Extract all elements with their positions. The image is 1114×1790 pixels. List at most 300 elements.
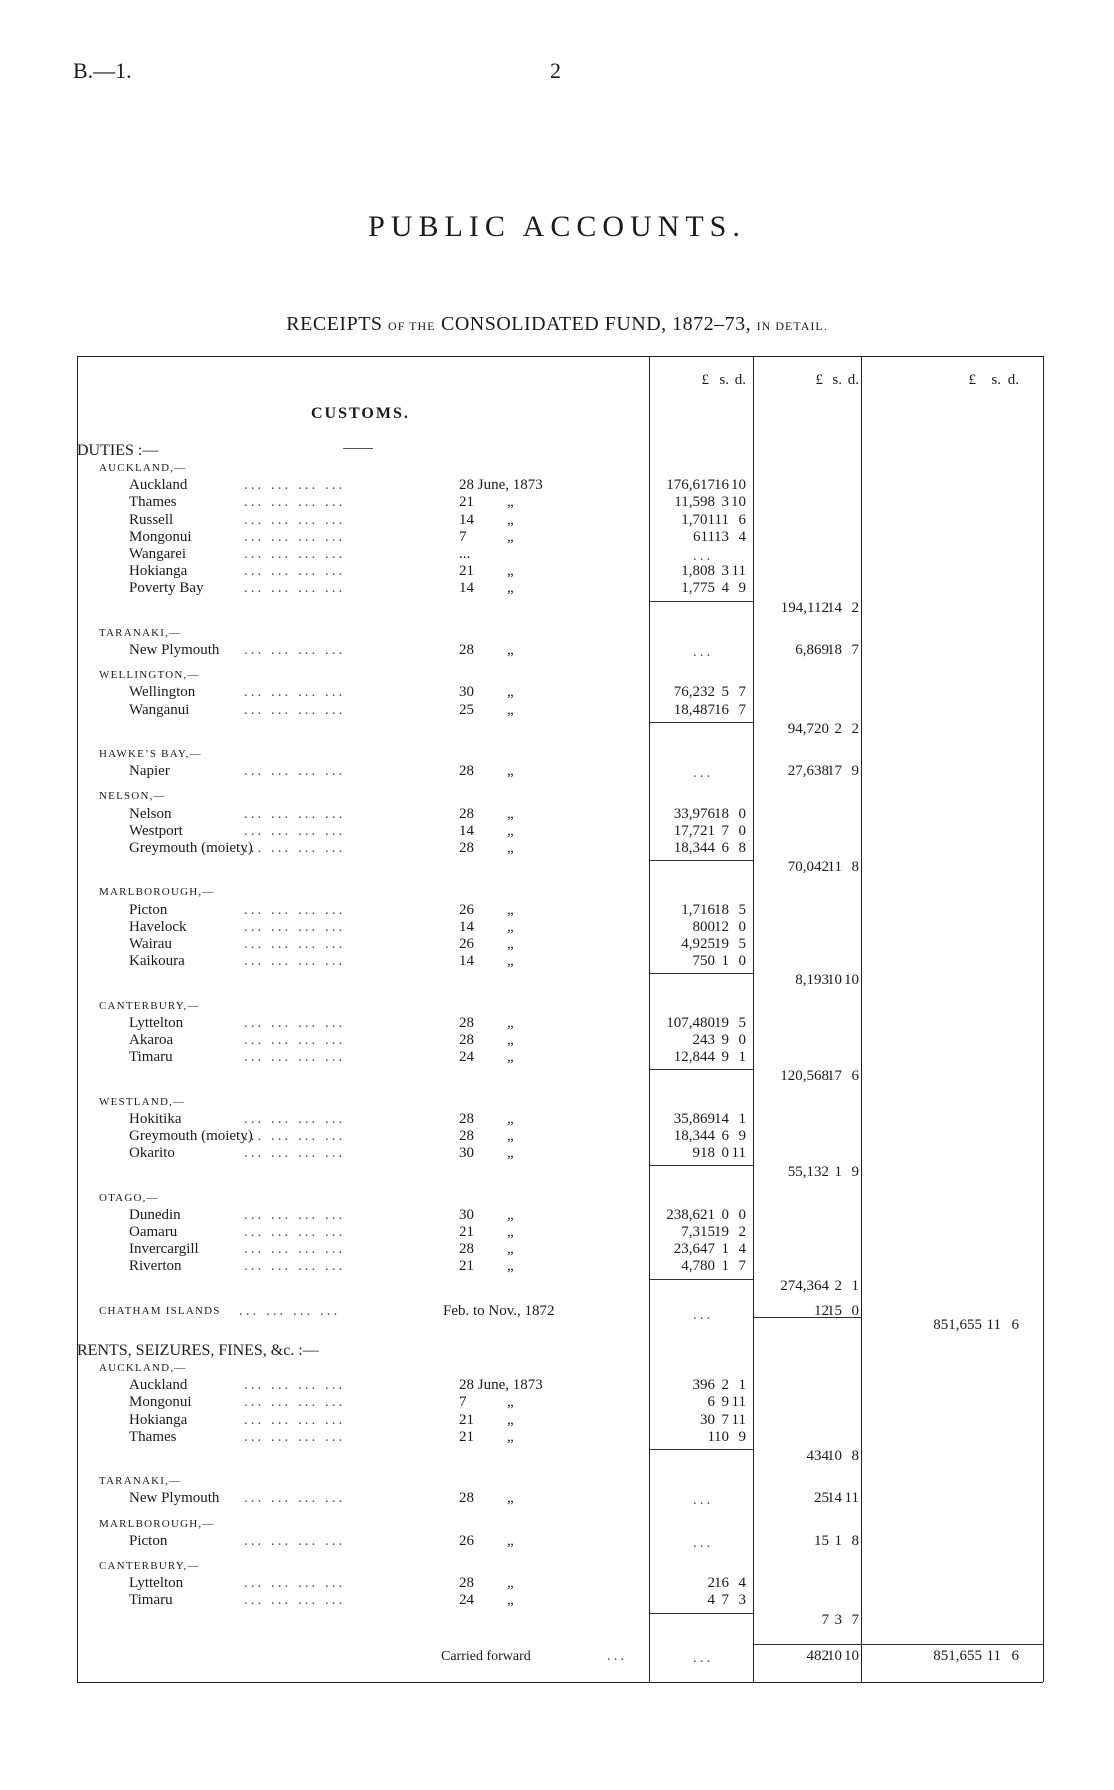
line-amount-pounds: 12,844 [673, 1049, 715, 1066]
table-bottom-rule [77, 1682, 1043, 1683]
line-amount-pounds: 6 [707, 1394, 715, 1411]
leader-dots: ... ... ... ... [244, 1032, 346, 1048]
subtotal-amount-pounds: 70,042 [787, 859, 829, 876]
section-heading-customs: CUSTOMS. [311, 405, 410, 422]
empty-amount-dots: ... [693, 548, 714, 564]
line-amount-pounds: 243 [692, 1032, 715, 1048]
subtotal-amount-pounds: 12 [814, 1302, 829, 1319]
receipt-date: ... [457, 546, 474, 563]
subtitle-part: RECEIPTS [286, 313, 383, 335]
pence-header: d. [847, 372, 859, 388]
line-amount-pence: 10 [731, 477, 746, 494]
line-amount-shillings: 18 [714, 901, 729, 918]
station-name: Lyttelton [129, 1014, 184, 1031]
line-amount-pence: 0 [738, 1206, 746, 1223]
subtotal-amount-pounds: 6,869 [795, 642, 829, 658]
receipt-date: 21 [457, 494, 478, 511]
line-amount-pounds: 30 [700, 1411, 715, 1428]
region-heading: NELSON,— [99, 790, 166, 803]
line-amount-pounds: 800 [692, 918, 715, 935]
ditto-mark: „ [507, 936, 514, 952]
receipt-date: 28 [457, 1575, 478, 1592]
station-name: Timaru [129, 1049, 173, 1066]
subtotal-amount-pounds: 434 [806, 1448, 829, 1464]
ditto-mark: „ [507, 901, 514, 918]
subtotal-amount-shillings: 2 [834, 1277, 842, 1294]
pounds-header: £ [968, 372, 976, 388]
pence-header: d. [1007, 372, 1019, 388]
subtotal-rule [649, 1279, 753, 1280]
subtotal-amount-pence: 7 [851, 1611, 859, 1628]
section-total-amount-pence: 6 [1011, 1316, 1019, 1333]
line-amount-shillings: 7 [721, 1592, 729, 1609]
line-amount-shillings: 18 [714, 805, 729, 822]
empty-amount-dots: ... [693, 1534, 714, 1551]
leader-dots: ... ... ... ... [244, 1224, 346, 1240]
line-amount-pence: 2 [738, 1224, 746, 1240]
station-name: New Plymouth [129, 1490, 220, 1507]
leader-dots: ... ... ... ... [244, 511, 346, 528]
ditto-mark: „ [507, 1110, 514, 1127]
ditto-mark: „ [507, 1049, 514, 1066]
empty-amount-dots: ... [693, 644, 714, 660]
line-amount-shillings: 14 [714, 1110, 729, 1127]
region-heading: MARLBOROUGH,— [99, 1517, 215, 1530]
subtotal-amount-shillings: 10 [827, 1448, 842, 1464]
leader-dots: ... ... ... ... [244, 1258, 346, 1275]
shillings-header: s. [991, 372, 1001, 388]
carried-forward-subtotal-pence: 10 [844, 1648, 859, 1664]
ditto-mark: „ [507, 763, 514, 780]
subtotal-amount-pounds: 7 [821, 1611, 829, 1628]
line-amount-shillings: 19 [714, 936, 729, 952]
receipt-date: 21 [457, 1429, 478, 1446]
ditto-mark: „ [507, 642, 514, 658]
region-heading: HAWKE’S BAY,— [99, 748, 202, 760]
station-name: Havelock [129, 918, 187, 935]
leader-dots: ... ... ... ... [244, 528, 346, 545]
receipt-date: 21 [457, 1258, 478, 1275]
receipt-date: 26 [457, 902, 478, 919]
receipt-date-range: Feb. to Nov., 1872 [443, 1302, 555, 1319]
subtotal-amount-pence: 0 [851, 1302, 859, 1319]
subtotal-amount-shillings: 2 [834, 720, 842, 737]
receipt-date: 24 [457, 1592, 478, 1609]
subtotal-amount-shillings: 3 [834, 1611, 842, 1628]
document-reference: B.—1. [73, 58, 132, 83]
line-amount-pounds: 35,869 [673, 1110, 715, 1127]
station-name: Hokianga [129, 1411, 188, 1428]
leader-dots: ... ... ... ... [244, 684, 346, 701]
station-name: Thames [129, 1428, 177, 1445]
line-amount-pounds: 4 [707, 1592, 715, 1609]
region-heading: CANTERBURY,— [99, 999, 200, 1012]
subtotal-amount-pounds: 94,720 [787, 720, 829, 737]
carried-forward-subtotal-shillings: 10 [827, 1648, 842, 1664]
line-amount-pounds: 33,976 [673, 805, 715, 822]
leader-dots: ... ... ... ... [244, 805, 346, 822]
line-amount-pounds: 17,721 [673, 822, 715, 839]
line-amount-shillings: 5 [721, 684, 729, 701]
line-amount-pounds: 76,232 [673, 684, 715, 701]
line-amount-pounds: 1,808 [681, 563, 715, 580]
subtotal-amount-shillings: 17 [827, 1068, 842, 1085]
column-divider [753, 356, 754, 1682]
receipt-date: 28 [457, 1241, 478, 1258]
ditto-mark: „ [507, 918, 514, 935]
ditto-mark: „ [507, 701, 514, 718]
subtotal-rule [649, 722, 753, 723]
subtotal-amount-pounds: 8,193 [795, 972, 829, 989]
leader-dots: ... ... ... ... [244, 580, 346, 597]
line-amount-pence: 5 [738, 901, 746, 918]
line-amount-pence: 4 [738, 1575, 746, 1592]
subtotal-amount-pounds: 25 [814, 1490, 829, 1507]
ditto-mark: „ [507, 1490, 514, 1507]
leader-dots: ... ... ... ... [244, 494, 346, 511]
line-amount-pence: 11 [731, 1411, 746, 1428]
line-amount-pence: 9 [738, 1428, 746, 1445]
line-amount-pounds: 1,701 [681, 511, 715, 528]
ditto-mark: „ [507, 1532, 514, 1549]
station-name: Wellington [129, 684, 196, 701]
ditto-mark: „ [507, 1394, 514, 1411]
leader-dots: ... ... ... ... [244, 901, 346, 918]
leader-dots: ... ... ... ... [244, 477, 346, 494]
station-name: New Plymouth [129, 642, 220, 658]
leader-dots: ... ... ... ... [244, 763, 346, 780]
leader-dots: ... ... ... ... [244, 822, 346, 839]
line-amount-pence: 0 [738, 805, 746, 822]
leader-dots: ... ... ... ... [244, 1575, 346, 1592]
carried-forward-total-shillings: 11 [986, 1648, 1001, 1664]
line-amount-pence: 8 [738, 840, 746, 856]
ditto-mark: „ [507, 805, 514, 822]
line-amount-pounds: 1,716 [681, 901, 715, 918]
line-amount-shillings: 6 [721, 1128, 729, 1144]
empty-amount-dots: ... [693, 1492, 714, 1509]
receipt-date: 26 [457, 936, 478, 953]
line-amount-pence: 3 [738, 1592, 746, 1609]
line-amount-pence: 4 [738, 528, 746, 545]
line-amount-pounds: 611 [693, 528, 715, 545]
line-amount-shillings: 13 [714, 528, 729, 545]
subtotal-amount-shillings: 18 [827, 642, 842, 658]
subtotal-rule [649, 1613, 753, 1614]
receipt-date: 26 [457, 1533, 478, 1550]
table-top-rule [77, 356, 1043, 357]
leader-dots: ... ... ... ... [244, 1241, 346, 1258]
line-amount-pounds: 18,344 [673, 1128, 715, 1144]
subtotal-amount-pence: 7 [851, 642, 859, 658]
subtotal-amount-shillings: 11 [827, 859, 842, 876]
leader-dots: ... ... ... ... [244, 1592, 346, 1609]
leader-dots: ... ... ... ... [244, 1490, 346, 1507]
receipt-date: 28 [457, 1111, 478, 1128]
station-name: Westport [129, 822, 183, 839]
receipt-date: 28 June, 1873 [457, 477, 547, 494]
duties-heading: DUTIES :— [77, 442, 159, 459]
line-amount-pence: 7 [738, 701, 746, 718]
station-name: Napier [129, 763, 170, 780]
leader-dots: ... ... ... ... [244, 1411, 346, 1428]
subtotal-amount-pence: 2 [851, 720, 859, 737]
leader-dots: ... ... ... ... [244, 701, 346, 718]
leader-dots: ... ... ... ... [244, 1377, 346, 1394]
leader-dots: ... ... ... ... [244, 1428, 346, 1445]
station-name: Auckland [129, 1377, 188, 1394]
subtotal-amount-pence: 8 [851, 859, 859, 876]
station-name: Poverty Bay [129, 580, 204, 597]
subtotal-amount-pence: 9 [851, 763, 859, 780]
leader-dots: ... ... ... ... [244, 1206, 346, 1223]
ditto-mark: „ [507, 1224, 514, 1240]
empty-amount-dots: ... [693, 765, 714, 782]
region-heading: WELLINGTON,— [99, 669, 200, 682]
line-amount-pence: 9 [738, 1128, 746, 1144]
station-name: Russell [129, 511, 174, 528]
column-divider [77, 356, 78, 1682]
receipt-date: 30 [457, 1145, 478, 1162]
receipt-date: 21 [457, 1412, 478, 1429]
line-amount-shillings: 3 [721, 494, 729, 511]
subtotal-rule [649, 1069, 753, 1070]
line-amount-pence: 0 [738, 1032, 746, 1048]
line-amount-pence: 10 [731, 494, 746, 511]
line-amount-shillings: 9 [721, 1049, 729, 1066]
region-heading: AUCKLAND,— [99, 462, 187, 474]
line-amount-shillings: 16 [714, 1575, 729, 1592]
line-amount-pounds: 7,315 [681, 1224, 715, 1240]
region-heading: TARANAKI,— [99, 626, 182, 639]
receipt-date: 7 [457, 529, 471, 546]
line-amount-shillings: 7 [721, 1411, 729, 1428]
ditto-mark: „ [507, 953, 514, 970]
receipt-date: 30 [457, 684, 478, 701]
line-amount-pence: 5 [738, 1014, 746, 1031]
ditto-mark: „ [507, 684, 514, 701]
receipt-date: 28 June, 1873 [457, 1377, 547, 1394]
line-amount-pounds: 1 [707, 1428, 715, 1445]
line-amount-shillings: 9 [721, 1032, 729, 1048]
station-name: Greymouth (moiety) [129, 840, 253, 856]
station-name: Auckland [129, 477, 188, 494]
station-name: Thames [129, 494, 177, 511]
subtotal-amount-pounds: 120,568 [780, 1068, 829, 1085]
subtotal-amount-pence: 10 [844, 972, 859, 989]
subtitle-part: IN DETAIL. [756, 319, 828, 333]
column-divider [861, 356, 862, 1682]
station-name: Mongonui [129, 1394, 192, 1411]
line-amount-shillings: 3 [721, 563, 729, 580]
ditto-mark: „ [507, 1575, 514, 1592]
line-amount-shillings: 19 [714, 1014, 729, 1031]
leader-dots: ... ... ... ... [239, 1302, 341, 1319]
station-name: Hokitika [129, 1110, 182, 1127]
section-total-amount-shillings: 11 [986, 1316, 1001, 1333]
subtotal-amount-pounds: 274,364 [780, 1277, 829, 1294]
line-amount-pounds: 4,780 [681, 1258, 715, 1275]
shillings-header: s. [719, 372, 729, 388]
leader-dots: ... ... ... ... [244, 1049, 346, 1066]
line-amount-pounds: 396 [692, 1377, 715, 1394]
line-amount-pounds: 18,344 [673, 840, 715, 856]
carried-forward-label: Carried forward [441, 1649, 531, 1664]
ditto-mark: „ [507, 1014, 514, 1031]
station-name: Wangarei [129, 546, 187, 562]
receipt-date: 28 [457, 840, 478, 857]
subtotal-amount-pounds: 55,132 [787, 1164, 829, 1181]
subtotal-amount-shillings: 14 [827, 1490, 842, 1507]
ditto-mark: „ [507, 1032, 514, 1048]
station-name: Akaroa [129, 1032, 174, 1048]
line-amount-pounds: 4,925 [681, 936, 715, 952]
total-rule [753, 1317, 861, 1318]
receipt-date: 28 [457, 1032, 478, 1049]
station-name: Nelson [129, 805, 172, 822]
subtotal-amount-pence: 1 [851, 1277, 859, 1294]
line-amount-pence: 6 [738, 511, 746, 528]
leader-dots: ... ... ... ... [244, 642, 346, 658]
subtotal-amount-shillings: 10 [827, 972, 842, 989]
receipt-date: 28 [457, 1490, 478, 1507]
subtotal-amount-pounds: 194,112 [780, 599, 829, 616]
ditto-mark: „ [507, 580, 514, 597]
station-name: CHATHAM ISLANDS [99, 1304, 221, 1317]
subtotal-amount-shillings: 14 [827, 599, 842, 616]
subtotal-rule [649, 601, 753, 602]
line-amount-shillings: 12 [714, 918, 729, 935]
line-amount-pounds: 107,480 [666, 1014, 715, 1031]
pounds-header: £ [815, 372, 823, 388]
leader-dots: ... ... ... ... [244, 936, 346, 952]
ditto-mark: „ [507, 563, 514, 580]
region-heading: MARLBOROUGH,— [99, 886, 215, 899]
leader-dots: ... ... ... ... [244, 1532, 346, 1549]
ditto-mark: „ [507, 511, 514, 528]
subtotal-amount-pence: 8 [851, 1448, 859, 1464]
receipt-date: 14 [457, 580, 478, 597]
receipt-date: 14 [457, 823, 478, 840]
region-heading: AUCKLAND,— [99, 1362, 187, 1374]
line-amount-shillings: 10 [714, 1428, 729, 1445]
ditto-mark: „ [507, 1428, 514, 1445]
heading-underline [343, 448, 373, 449]
leader-dots: ... [607, 1648, 628, 1664]
station-name: Wanganui [129, 701, 190, 718]
ditto-mark: „ [507, 840, 514, 856]
line-amount-shillings: 19 [714, 1224, 729, 1240]
leader-dots: ... ... ... ... [244, 1128, 346, 1144]
line-amount-pence: 7 [738, 684, 746, 701]
leader-dots: ... ... ... ... [244, 1145, 346, 1162]
pence-header: d. [734, 372, 746, 388]
receipt-date: 28 [457, 642, 478, 659]
receipt-date: 21 [457, 1224, 478, 1241]
page-title: PUBLIC ACCOUNTS. [368, 210, 746, 243]
leader-dots: ... ... ... ... [244, 953, 346, 970]
station-name: Invercargill [129, 1241, 199, 1258]
station-name: Timaru [129, 1592, 173, 1609]
line-amount-shillings: 16 [714, 701, 729, 718]
line-amount-pence: 1 [738, 1110, 746, 1127]
line-amount-pounds: 2 [707, 1575, 715, 1592]
station-name: Dunedin [129, 1206, 181, 1223]
subtitle-part: CONSOLIDATED FUND, 1872–73, [441, 313, 752, 335]
line-amount-pounds: 23,647 [673, 1241, 715, 1258]
ditto-mark: „ [507, 1592, 514, 1609]
subtotal-amount-shillings: 1 [834, 1164, 842, 1181]
subtotal-rule [649, 860, 753, 861]
line-amount-pence: 11 [731, 1145, 746, 1162]
carried-forward-subtotal-pounds: 482 [806, 1648, 829, 1664]
leader-dots: ... ... ... ... [244, 1110, 346, 1127]
leader-dots: ... ... ... ... [244, 563, 346, 580]
line-amount-pence: 4 [738, 1241, 746, 1258]
station-name: Riverton [129, 1258, 182, 1275]
region-heading: WESTLAND,— [99, 1095, 186, 1108]
line-amount-pence: 0 [738, 822, 746, 839]
ditto-mark: „ [507, 494, 514, 511]
subtotal-amount-pence: 9 [851, 1164, 859, 1181]
leader-dots: ... ... ... ... [244, 918, 346, 935]
subtotal-amount-pence: 11 [844, 1490, 859, 1507]
receipt-date: 14 [457, 919, 478, 936]
line-amount-shillings: 0 [721, 1206, 729, 1223]
ditto-mark: „ [507, 1241, 514, 1258]
line-amount-shillings: 16 [714, 477, 729, 494]
line-amount-pounds: 18,487 [673, 701, 715, 718]
section-total-amount-pounds: 851,655 [933, 1316, 982, 1333]
receipts-ledger-table [77, 356, 1043, 1682]
column-divider [1043, 356, 1044, 1682]
station-name: Hokianga [129, 563, 188, 580]
carried-rule [753, 1644, 1043, 1645]
line-amount-pounds: 1,775 [681, 580, 715, 597]
line-amount-shillings: 7 [721, 822, 729, 839]
subtotal-amount-pounds: 15 [814, 1532, 829, 1549]
line-amount-pounds: 11,598 [674, 494, 715, 511]
receipt-date: 30 [457, 1207, 478, 1224]
line-amount-shillings: 6 [721, 840, 729, 856]
line-amount-pounds: 238,621 [666, 1206, 715, 1223]
line-amount-pence: 0 [738, 918, 746, 935]
ditto-mark: „ [507, 1258, 514, 1275]
empty-amount-dots: ... [693, 1650, 714, 1666]
carried-forward-total-pence: 6 [1011, 1648, 1019, 1664]
line-amount-pounds: 176,617 [666, 477, 715, 494]
ditto-mark: „ [507, 822, 514, 839]
subtotal-amount-pence: 8 [851, 1532, 859, 1549]
rents-heading: RENTS, SEIZURES, FINES, &c. :— [77, 1342, 319, 1359]
subtotal-amount-shillings: 17 [827, 763, 842, 780]
line-amount-pence: 11 [731, 563, 746, 580]
station-name: Okarito [129, 1145, 175, 1162]
receipt-date: 7 [457, 1394, 471, 1411]
receipt-date: 14 [457, 512, 478, 529]
line-amount-pence: 1 [738, 1049, 746, 1066]
line-amount-shillings: 1 [721, 953, 729, 970]
subtotal-amount-pence: 2 [851, 599, 859, 616]
leader-dots: ... ... ... ... [244, 840, 346, 856]
shillings-header: s. [832, 372, 842, 388]
ditto-mark: „ [507, 1206, 514, 1223]
subtitle-part: OF THE [388, 319, 436, 333]
receipt-date: 25 [457, 702, 478, 719]
receipt-date: 28 [457, 1015, 478, 1032]
subtotal-amount-pence: 6 [851, 1068, 859, 1085]
line-amount-pence: 7 [738, 1258, 746, 1275]
